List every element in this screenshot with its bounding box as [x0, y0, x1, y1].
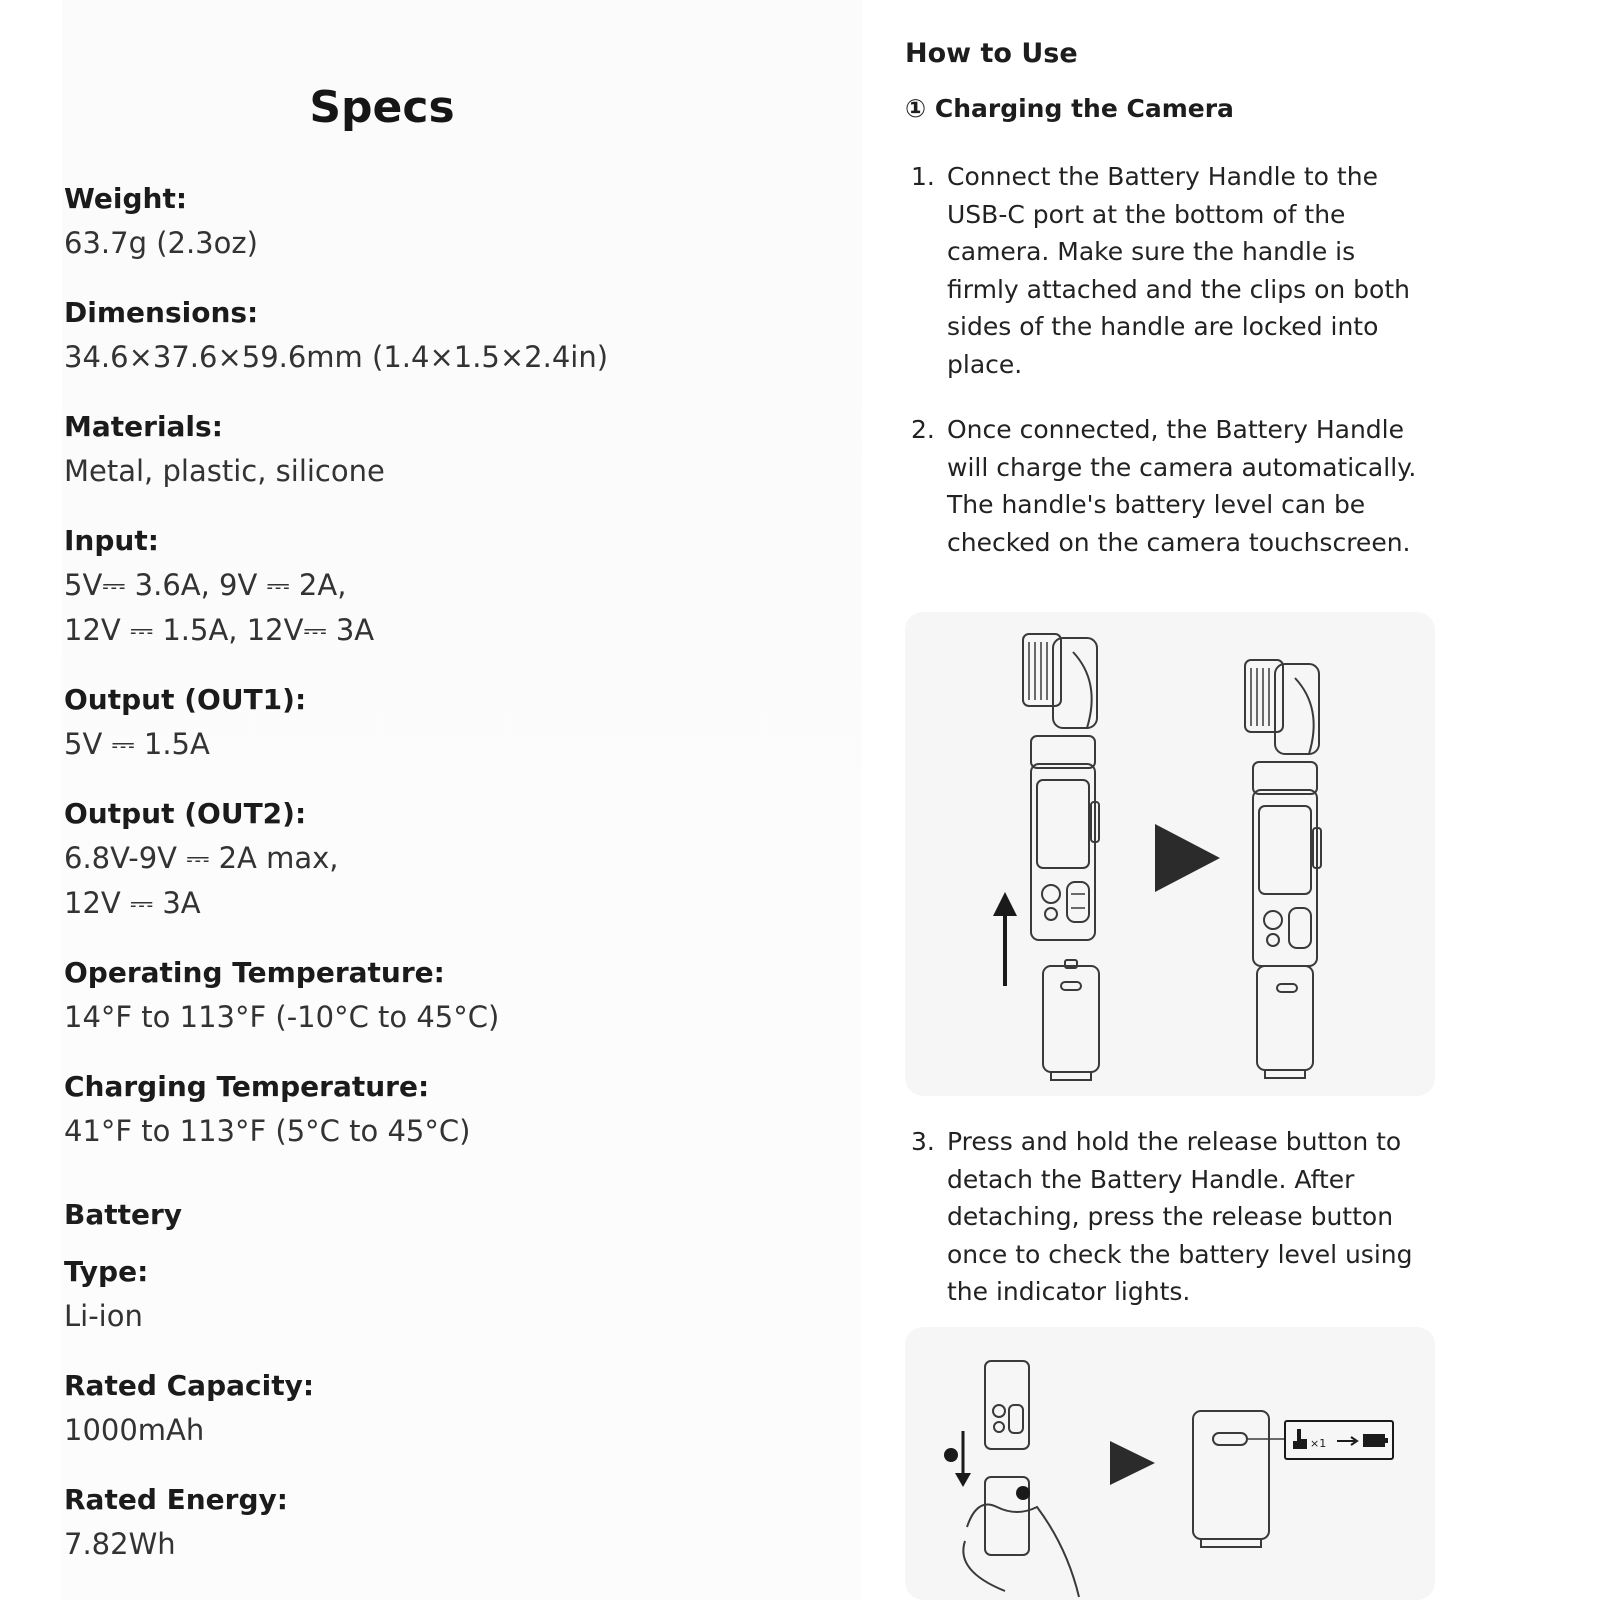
finger-press-icon [1293, 1429, 1307, 1449]
step-text: Press and hold the release button to detach the Battery Handle. After detaching, press the release button once to check the battery level using the indicator lights. [947, 1127, 1413, 1306]
spec-weight [64, 176, 764, 266]
up-arrow-icon [993, 892, 1017, 986]
how-to-use-panel [905, 0, 1445, 1600]
step-text: Once connected, the Battery Handle will charge the camera automatically. The handle's battery level can be checked on the camera touchscreen. [947, 415, 1417, 557]
spec-value: 12V ⎓ 3A [64, 886, 201, 920]
spec-label: Charging Temperature: [64, 1070, 430, 1103]
spec-value: 1000mAh [64, 1413, 205, 1447]
camera-illustration [985, 1361, 1029, 1449]
spec-label: Rated Capacity: [64, 1369, 315, 1402]
spec-value: 5V ⎓ 1.5A [64, 727, 210, 761]
spec-label: Rated Energy: [64, 1483, 288, 1516]
spec-label: Output (OUT2): [64, 797, 307, 830]
spec-input [64, 518, 764, 653]
press-count-label: ×1 [1310, 1437, 1327, 1450]
camera-illustration [1023, 634, 1099, 940]
spec-value: 5V⎓ 3.6A, 9V ⎓ 2A, [64, 568, 347, 602]
step-number: 2. [911, 415, 935, 444]
play-arrow-icon [1155, 824, 1220, 892]
play-arrow-icon [1110, 1441, 1155, 1485]
step-number: 3. [911, 1127, 935, 1156]
hand-holding-handle-illustration [963, 1477, 1079, 1597]
battery-handle-illustration [1193, 1411, 1285, 1547]
section-heading: ① Charging the Camera [905, 94, 1234, 123]
down-arrow-icon [944, 1431, 971, 1487]
spec-value: 63.7g (2.3oz) [64, 226, 258, 260]
spec-value: Li-ion [64, 1299, 143, 1333]
battery-section-title: Battery [64, 1198, 183, 1231]
camera-with-handle-illustration [1245, 660, 1321, 1078]
spec-value: 6.8V-9V ⎓ 2A max, [64, 841, 339, 875]
battery-icon [1363, 1434, 1388, 1447]
step-2 [905, 411, 1425, 561]
spec-label: Output (OUT1): [64, 683, 307, 716]
spec-battery-type [64, 1249, 764, 1339]
illustration-detach-handle [905, 1327, 1435, 1600]
spec-output-out1 [64, 677, 764, 767]
specs-title: Specs [309, 82, 455, 133]
spec-materials [64, 404, 764, 494]
spec-operating-temperature [64, 950, 764, 1040]
spec-value: 41°F to 113°F (5°C to 45°C) [64, 1114, 471, 1148]
spec-label: Operating Temperature: [64, 956, 445, 989]
indicator-callout [1285, 1421, 1393, 1459]
spec-rated-energy [64, 1477, 764, 1567]
spec-value: 12V ⎓ 1.5A, 12V⎓ 3A [64, 613, 375, 647]
spec-label: Type: [64, 1255, 149, 1288]
spec-value: 34.6×37.6×59.6mm (1.4×1.5×2.4in) [64, 340, 609, 374]
spec-value: Metal, plastic, silicone [64, 454, 385, 488]
spec-label: Dimensions: [64, 296, 259, 329]
spec-value: 14°F to 113°F (-10°C to 45°C) [64, 1000, 500, 1034]
spec-rated-capacity [64, 1363, 764, 1453]
spec-value: 7.82Wh [64, 1527, 176, 1561]
illustration-attach-handle [905, 612, 1435, 1096]
spec-charging-temperature [64, 1064, 764, 1154]
spec-dimensions [64, 290, 764, 380]
spec-output-out2 [64, 791, 764, 926]
spec-label: Weight: [64, 182, 188, 215]
how-to-use-title: How to Use [905, 38, 1078, 69]
spec-label: Materials: [64, 410, 223, 443]
battery-handle-illustration [1043, 960, 1099, 1080]
step-number: 1. [911, 162, 935, 191]
spec-list [64, 176, 764, 1591]
step-1 [905, 158, 1425, 383]
step-text: Connect the Battery Handle to the USB-C port at the bottom of the camera. Make sure the handle is firmly attached and the clips on both sides of the handle are locked into place. [947, 162, 1410, 379]
step-3 [905, 1123, 1425, 1311]
spec-label: Input: [64, 524, 159, 557]
specs-panel [62, 0, 862, 1600]
